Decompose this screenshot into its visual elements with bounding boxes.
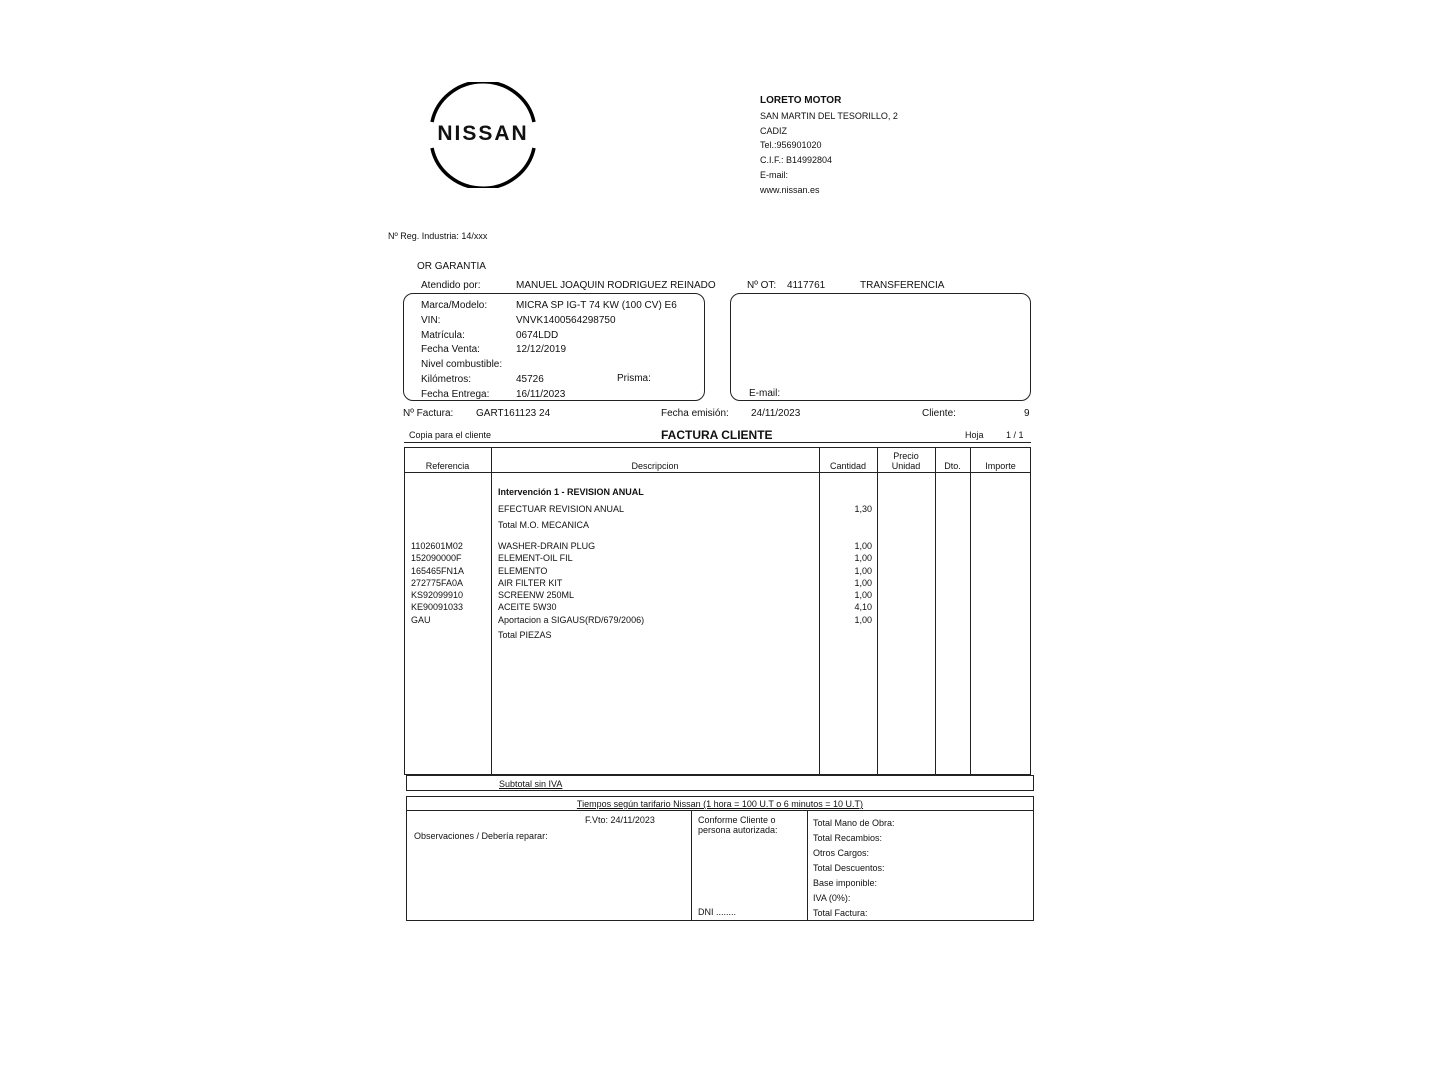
total-mano-obra: Total Mano de Obra: <box>813 818 895 828</box>
part-ref: KE90091033 <box>411 602 464 613</box>
vehicle-labels <box>421 299 502 403</box>
part-qty: 1,00 <box>854 553 872 564</box>
part-ref: 1102601M02 <box>411 541 463 551</box>
hoja-value: 1 / 1 <box>1006 430 1024 440</box>
header-desc: Descripcion <box>631 461 679 471</box>
part-ref: KS92099910 <box>411 590 464 601</box>
dealer-web: www.nissan.es <box>760 184 820 195</box>
nissan-logo <box>424 82 542 188</box>
otros-cargos: Otros Cargos: <box>813 848 870 858</box>
attended-value: MANUEL JOAQUIN RODRIGUEZ REINADO <box>516 280 716 291</box>
tiempos-note: Tiempos según tarifario Nissan (1 hora = 100 U.T o 6 minutos = 10 U.T) <box>576 799 864 809</box>
invoice-num-label: Nº Factura: <box>403 408 454 419</box>
vehicle-values <box>516 299 677 403</box>
part-qty: 1,00 <box>854 590 872 601</box>
labor-qty: 1,30 <box>854 504 872 514</box>
conforme-line2: persona autorizada: <box>698 825 778 835</box>
parts-ref-column <box>411 540 464 626</box>
part-qty: 1,00 <box>854 577 872 588</box>
client-box <box>730 293 1031 401</box>
part-desc: WASHER-DRAIN PLUG <box>498 541 596 551</box>
hoja-label: Hoja <box>965 430 984 440</box>
part-qty: 1,00 <box>854 565 872 576</box>
base-imponible: Base imponible: <box>813 878 878 888</box>
title-underline <box>404 442 1031 443</box>
subtotal-label: Subtotal sin IVA <box>499 779 563 789</box>
fvto: F.Vto: 24/11/2023 <box>585 815 655 825</box>
or-type: OR GARANTIA <box>417 261 486 272</box>
header-price-2: Unidad <box>891 461 921 471</box>
table-header-divider <box>404 472 1031 473</box>
dealer-name: LORETO MOTOR <box>760 95 842 106</box>
fecha-entrega-value: 16/11/2023 <box>516 388 566 400</box>
header-price-1: Precio <box>893 451 919 461</box>
labor-desc: EFECTUAR REVISION ANUAL <box>498 504 625 514</box>
col-divider-3 <box>877 447 878 775</box>
part-qty: 1,00 <box>854 614 872 625</box>
ot-value: 4117761 <box>787 280 826 291</box>
vin-value: VNVK1400564298750 <box>516 314 616 326</box>
header-dto: Dto. <box>944 461 961 471</box>
copy-label: Copia para el cliente <box>409 430 492 440</box>
prisma-label: Prisma: <box>617 373 651 384</box>
labor-total: Total M.O. MECANICA <box>498 520 590 530</box>
iva: IVA (0%): <box>813 893 851 903</box>
matricula-label: Matrícula: <box>421 329 465 341</box>
nissan-logo-text: NISSAN <box>437 122 529 145</box>
dealer-email-label: E-mail: <box>760 169 789 180</box>
part-ref: GAU <box>411 614 431 625</box>
total-recambios: Total Recambios: <box>813 833 883 843</box>
observaciones-label: Observaciones / Debería reparar: <box>414 831 548 841</box>
dealer-phone: Tel.:956901020 <box>760 140 822 151</box>
kilometros-value: 45726 <box>516 373 544 385</box>
marca-value: MICRA SP IG-T 74 KW (100 CV) E6 <box>516 300 677 311</box>
dealer-city: CADIZ <box>760 125 787 136</box>
parts-total: Total PIEZAS <box>498 630 552 640</box>
cliente-label: Cliente: <box>922 408 956 419</box>
header-qty: Cantidad <box>829 461 867 471</box>
part-ref: 165465FN1A <box>411 565 465 576</box>
client-email-label: E-mail: <box>749 388 781 399</box>
footer-divider-2 <box>807 810 808 921</box>
part-desc: AIR FILTER KIT <box>498 577 563 588</box>
dni-field: DNI ........ <box>698 907 737 917</box>
part-qty: 1,00 <box>854 541 872 551</box>
emision-label: Fecha emisión: <box>661 408 729 419</box>
col-divider-1 <box>491 447 492 775</box>
dealer-info <box>760 94 898 198</box>
parts-qty-column <box>819 540 872 626</box>
conforme-line1: Conforme Cliente o <box>698 815 776 825</box>
payment-method: TRANSFERENCIA <box>860 280 945 291</box>
part-desc: ACEITE 5W30 <box>498 602 557 613</box>
marca-label: Marca/Modelo: <box>421 300 488 311</box>
matricula-value: 0674LDD <box>516 329 559 341</box>
footer-header-divider <box>406 810 1034 811</box>
parts-desc-column <box>498 540 644 626</box>
reg-industria: Nº Reg. Industria: 14/xxx <box>388 231 488 241</box>
header-ref: Referencia <box>425 461 470 471</box>
fecha-venta-label: Fecha Venta: <box>421 344 480 356</box>
total-factura: Total Factura: <box>813 908 868 918</box>
part-desc: ELEMENTO <box>498 565 548 576</box>
part-desc: ELEMENT-OIL FIL <box>498 553 573 564</box>
invoice-title: FACTURA CLIENTE <box>661 428 773 442</box>
part-desc: Aportacion a SIGAUS(RD/679/2006) <box>498 614 645 625</box>
intervention-title: Intervención 1 - REVISION ANUAL <box>498 487 644 497</box>
footer-divider-1 <box>691 810 692 921</box>
combustible-label: Nivel combustible: <box>421 359 503 371</box>
part-desc: SCREENW 250ML <box>498 590 575 601</box>
kilometros-label: Kilómetros: <box>421 373 472 385</box>
cliente-value: 9 <box>1024 408 1030 419</box>
col-divider-4 <box>935 447 936 775</box>
col-divider-5 <box>970 447 971 775</box>
vin-label: VIN: <box>421 314 441 326</box>
dealer-cif: C.I.F.: B14992804 <box>760 155 833 166</box>
ot-label: Nº OT: <box>747 280 777 291</box>
header-importe: Importe <box>985 461 1016 471</box>
dealer-address: SAN MARTIN DEL TESORILLO, 2 <box>760 110 898 121</box>
fecha-entrega-label: Fecha Entrega: <box>421 388 490 400</box>
fecha-venta-value: 12/12/2019 <box>516 344 567 356</box>
part-ref: 152090000F <box>411 553 462 564</box>
attended-label: Atendido por: <box>421 280 481 291</box>
emision-value: 24/11/2023 <box>751 408 801 419</box>
invoice-num-value: GART161123 24 <box>476 408 551 419</box>
total-descuentos: Total Descuentos: <box>813 863 885 873</box>
totals-list <box>813 816 895 921</box>
part-ref: 272775FA0A <box>411 577 464 588</box>
part-qty: 4,10 <box>854 602 872 613</box>
